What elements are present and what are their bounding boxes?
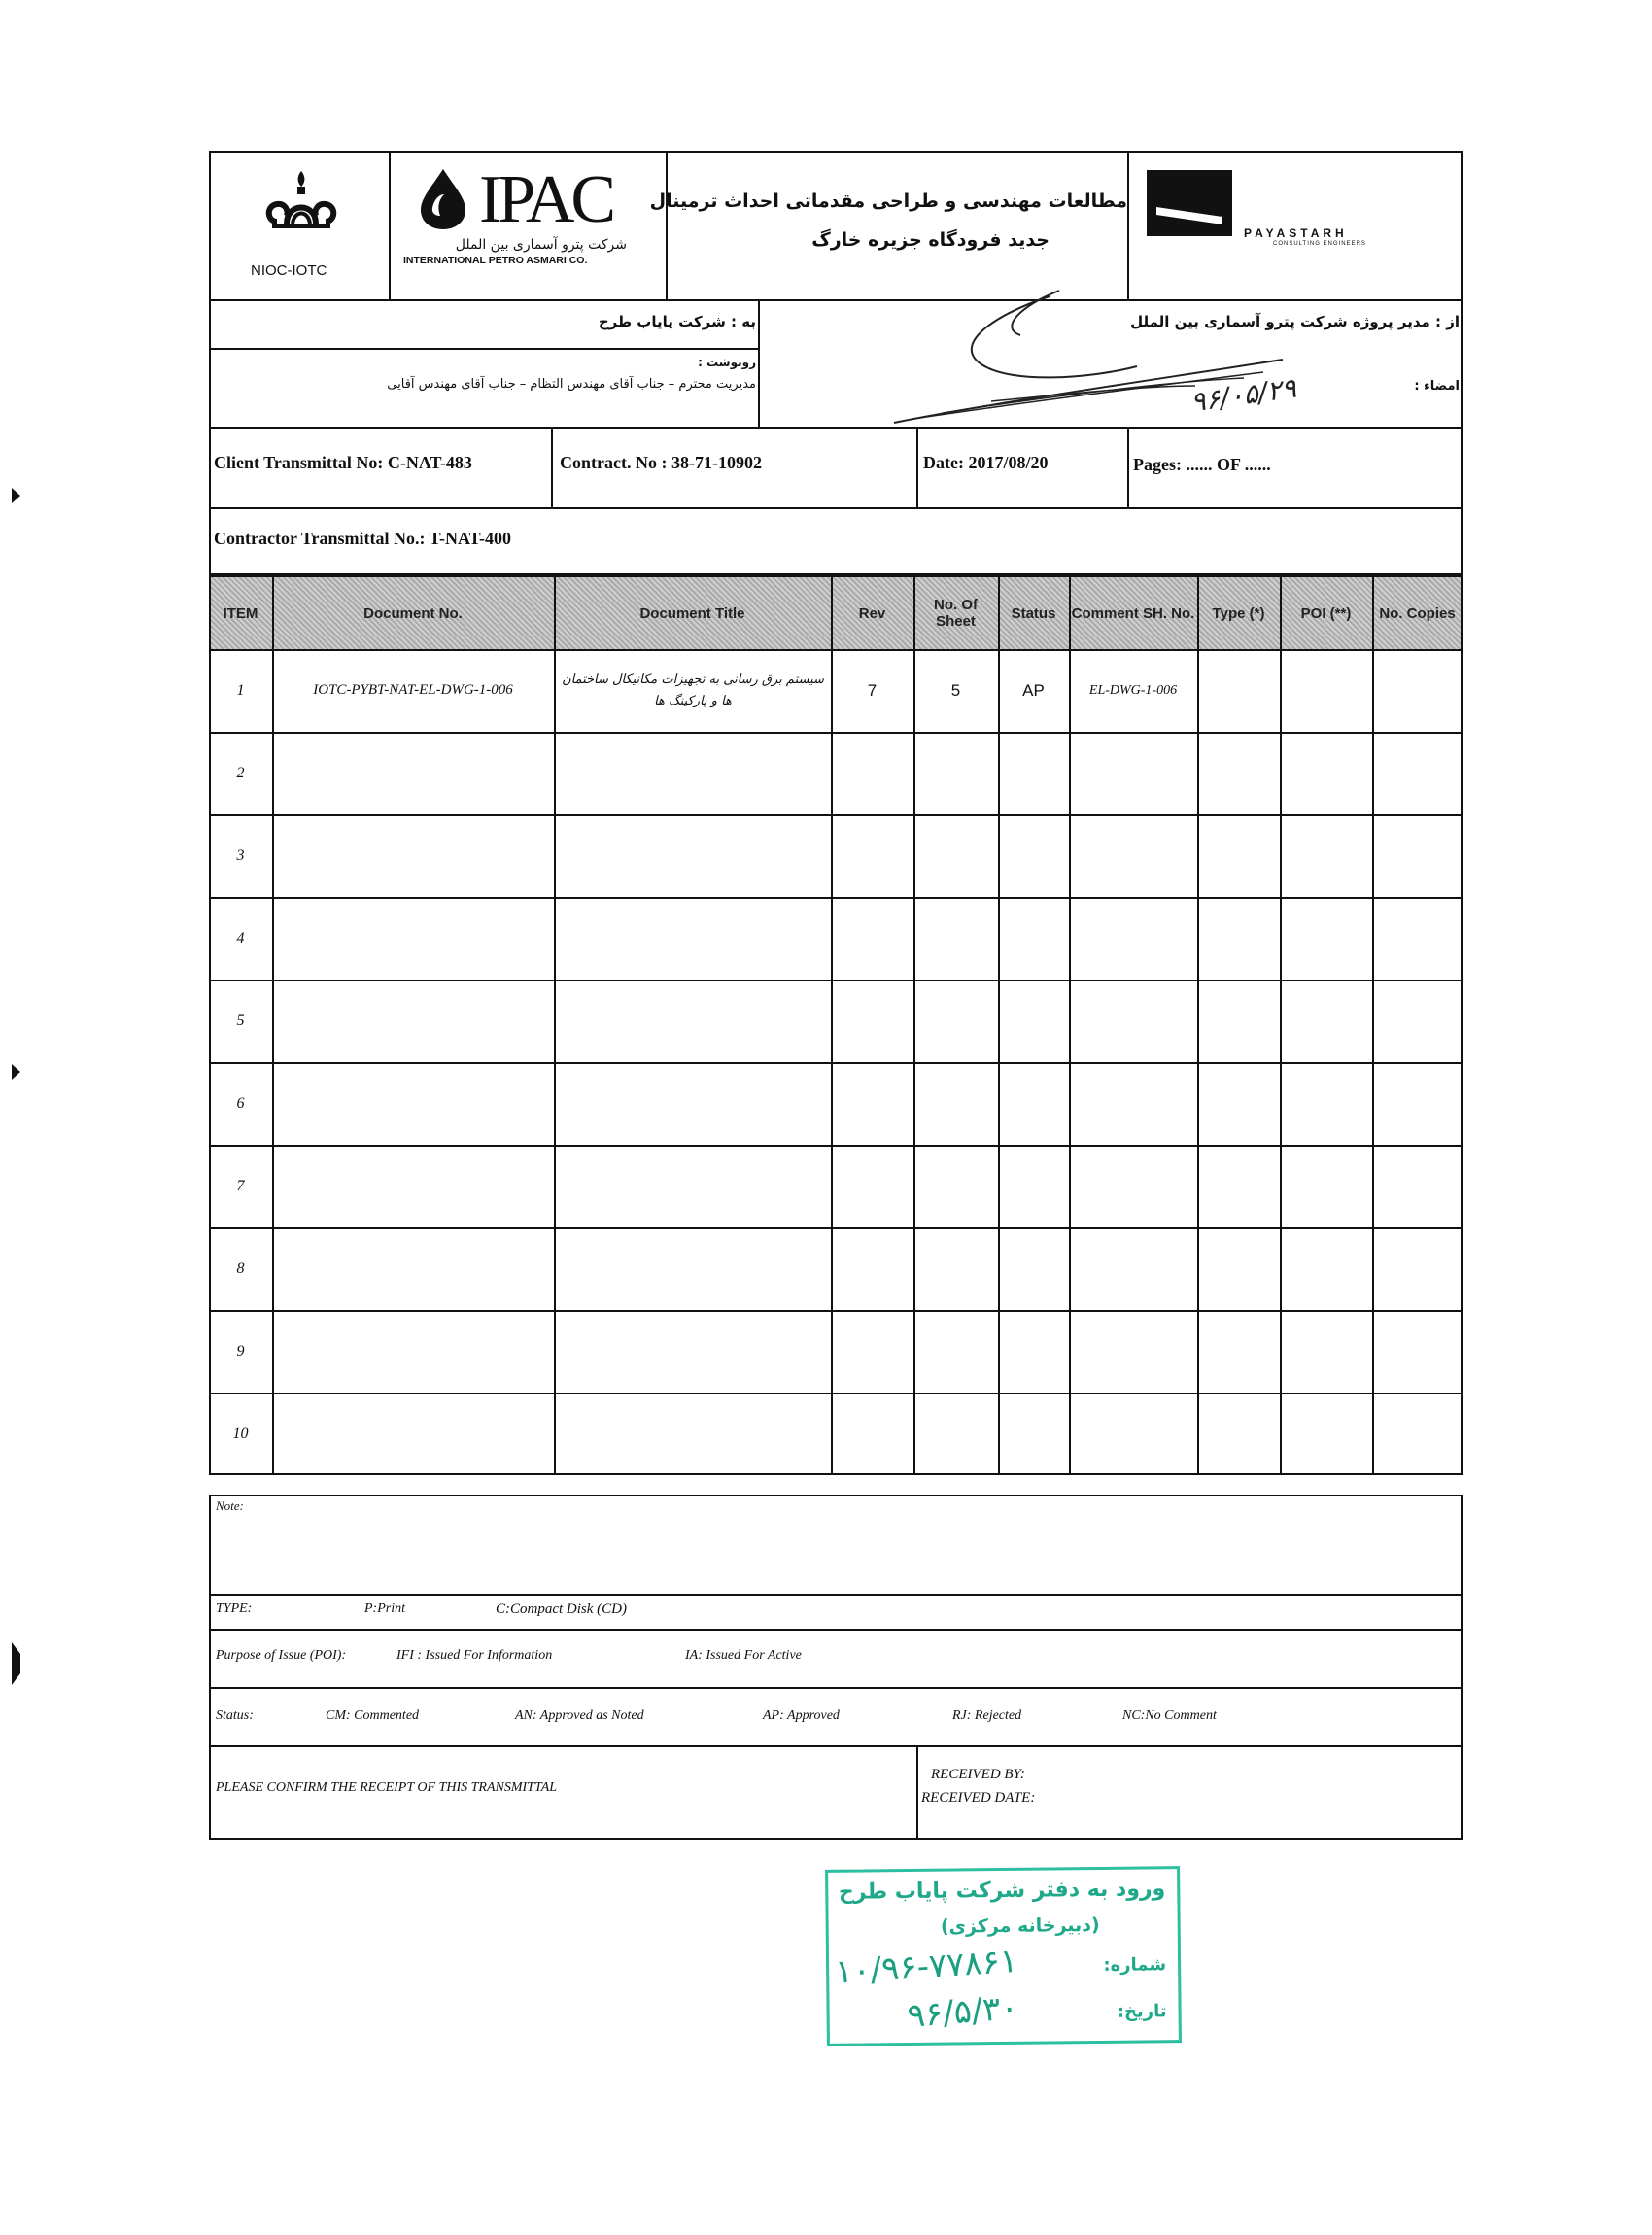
project-title-line2: جدید فرودگاه جزیره خارگ bbox=[811, 229, 1050, 251]
table-row-divider bbox=[209, 980, 1463, 981]
table-row-divider bbox=[209, 732, 1463, 734]
table-row-divider bbox=[209, 1227, 1463, 1229]
ipac-drop-icon bbox=[409, 165, 477, 233]
transmittal-date: Date: 2017/08/20 bbox=[923, 453, 1049, 472]
row1-no-of-sheet: 5 bbox=[950, 680, 961, 700]
row-item-number: 7 bbox=[236, 1177, 245, 1194]
status-an: AN: Approved as Noted bbox=[515, 1708, 644, 1723]
row-item-number: 9 bbox=[236, 1342, 245, 1359]
nioc-logo-text: NIOC-IOTC bbox=[251, 262, 327, 279]
ipac-logo bbox=[403, 162, 656, 272]
header-status: Status bbox=[1011, 604, 1056, 622]
header-no-of-sheet: No. Of Sheet bbox=[934, 597, 978, 630]
ipac-english-name: INTERNATIONAL PETRO ASMARI CO. bbox=[403, 255, 588, 266]
type-cd: C:Compact Disk (CD) bbox=[496, 1601, 627, 1617]
poi-label: Purpose of Issue (POI): bbox=[216, 1648, 347, 1663]
header-document-no: Document No. bbox=[363, 604, 463, 622]
from-sender: از : مدیر پروژه شرکت پترو آسماری بین الملل bbox=[1130, 313, 1460, 330]
status-rj: RJ: Rejected bbox=[952, 1708, 1022, 1723]
table-row-divider bbox=[209, 1310, 1463, 1312]
handwritten-date: ۹۶/۰۵/۲۹ bbox=[1188, 371, 1298, 419]
contractor-transmittal-no: Contractor Transmittal No.: T-NAT-400 bbox=[214, 529, 511, 548]
stamp-date-value: ۹۶/۵/۳۰ bbox=[906, 1987, 1020, 2036]
header-rev: Rev bbox=[858, 604, 886, 622]
row-item-number: 4 bbox=[236, 929, 245, 946]
row-item-number: 2 bbox=[236, 764, 245, 781]
cc-label: رونوشت : bbox=[698, 356, 756, 369]
stamp-number-value: ۱۰/۹۶-۷۷۸۶۱ bbox=[834, 1941, 1019, 1992]
row1-rev: 7 bbox=[867, 680, 878, 700]
row1-document-title: سیستم برق رسانی به تجهیزات مکانیکال ساختمان ها و پارکینگ ها bbox=[562, 672, 824, 708]
row1-status: AP bbox=[1022, 680, 1045, 700]
nioc-emblem-icon bbox=[258, 163, 345, 241]
to-recipient: به : شرکت پایاب طرح bbox=[598, 313, 756, 330]
note-label: Note: bbox=[216, 1498, 244, 1513]
contract-no: Contract. No : 38-71-10902 bbox=[560, 453, 762, 472]
receipt-stamp bbox=[825, 1866, 1182, 2046]
status-label: Status: bbox=[216, 1708, 254, 1723]
row1-document-no: IOTC-PYBT-NAT-EL-DWG-1-006 bbox=[313, 682, 513, 698]
payastarh-logo bbox=[1147, 170, 1448, 248]
row1-comment-sh-no: EL-DWG-1-006 bbox=[1088, 682, 1178, 698]
row-item-number: 1 bbox=[236, 681, 245, 699]
table-row-divider bbox=[209, 814, 1463, 816]
payastarh-logo-sub: CONSULTING ENGINEERS bbox=[1273, 241, 1366, 247]
payastarh-logo-text: PAYASTARH bbox=[1244, 226, 1348, 240]
signature-label: امضاء : bbox=[1414, 379, 1460, 394]
table-row-divider bbox=[209, 897, 1463, 899]
received-date: RECEIVED DATE: bbox=[921, 1790, 1036, 1805]
pages-count: Pages: ...... OF ...... bbox=[1133, 455, 1271, 474]
margin-mark bbox=[12, 1642, 20, 1685]
row-item-number: 3 bbox=[236, 846, 245, 864]
stamp-date-label: تاریخ: bbox=[1117, 2001, 1167, 2022]
handwritten-signature bbox=[875, 277, 1419, 437]
table-column-divider bbox=[1280, 575, 1282, 1475]
row-item-number: 6 bbox=[236, 1094, 245, 1112]
table-row-divider bbox=[209, 1393, 1463, 1394]
poi-ia: IA: Issued For Active bbox=[685, 1648, 802, 1663]
header-item: ITEM bbox=[223, 604, 258, 622]
table-column-divider bbox=[1372, 575, 1374, 1475]
type-print: P:Print bbox=[364, 1601, 405, 1616]
table-column-divider bbox=[1197, 575, 1199, 1475]
cc-recipients: مدیریت محترم – جناب آقای مهندس التظام – جناب آقای مهندس آقایی bbox=[387, 377, 756, 392]
header-document-title: Document Title bbox=[639, 604, 745, 622]
ipac-logo-text: IPAC bbox=[479, 162, 613, 237]
margin-mark bbox=[12, 1064, 20, 1080]
table-row-divider bbox=[209, 1145, 1463, 1147]
project-title-line1: مطالعات مهندسی و طراحی مقدماتی احداث ترمینال bbox=[649, 190, 1127, 212]
ipac-persian-name: شرکت پترو آسماری بین الملل bbox=[455, 237, 627, 253]
received-by: RECEIVED BY: bbox=[931, 1767, 1025, 1782]
nioc-logo bbox=[258, 163, 345, 241]
table-column-divider bbox=[554, 575, 556, 1475]
table-row-divider bbox=[209, 1062, 1463, 1064]
info-block bbox=[209, 427, 1463, 575]
header-poi: POI (**) bbox=[1300, 604, 1352, 622]
payastarh-emblem-icon bbox=[1147, 170, 1232, 236]
stamp-subtitle: (دبیرخانه مرکزی) bbox=[940, 1913, 1100, 1938]
header-type: Type (*) bbox=[1212, 604, 1265, 622]
client-transmittal-no: Client Transmittal No: C-NAT-483 bbox=[214, 453, 472, 472]
stamp-number-label: شماره: bbox=[1103, 1954, 1167, 1976]
status-cm: CM: Commented bbox=[326, 1708, 420, 1723]
row-item-number: 5 bbox=[236, 1012, 245, 1029]
stamp-title: ورود به دفتر شرکت پایاب طرح bbox=[838, 1876, 1166, 1905]
row-item-number: 10 bbox=[232, 1425, 249, 1442]
type-label: TYPE: bbox=[216, 1601, 253, 1616]
row-item-number: 8 bbox=[236, 1259, 245, 1277]
header-comment-sh-no: Comment SH. No. bbox=[1071, 604, 1195, 622]
confirm-receipt-text: PLEASE CONFIRM THE RECEIPT OF THIS TRANSMITTAL bbox=[216, 1780, 558, 1795]
poi-ifi: IFI : Issued For Information bbox=[396, 1648, 553, 1663]
header-no-copies: No. Copies bbox=[1379, 604, 1456, 622]
status-ap: AP: Approved bbox=[763, 1708, 840, 1723]
status-nc: NC:No Comment bbox=[1122, 1708, 1217, 1723]
margin-mark bbox=[12, 488, 20, 503]
